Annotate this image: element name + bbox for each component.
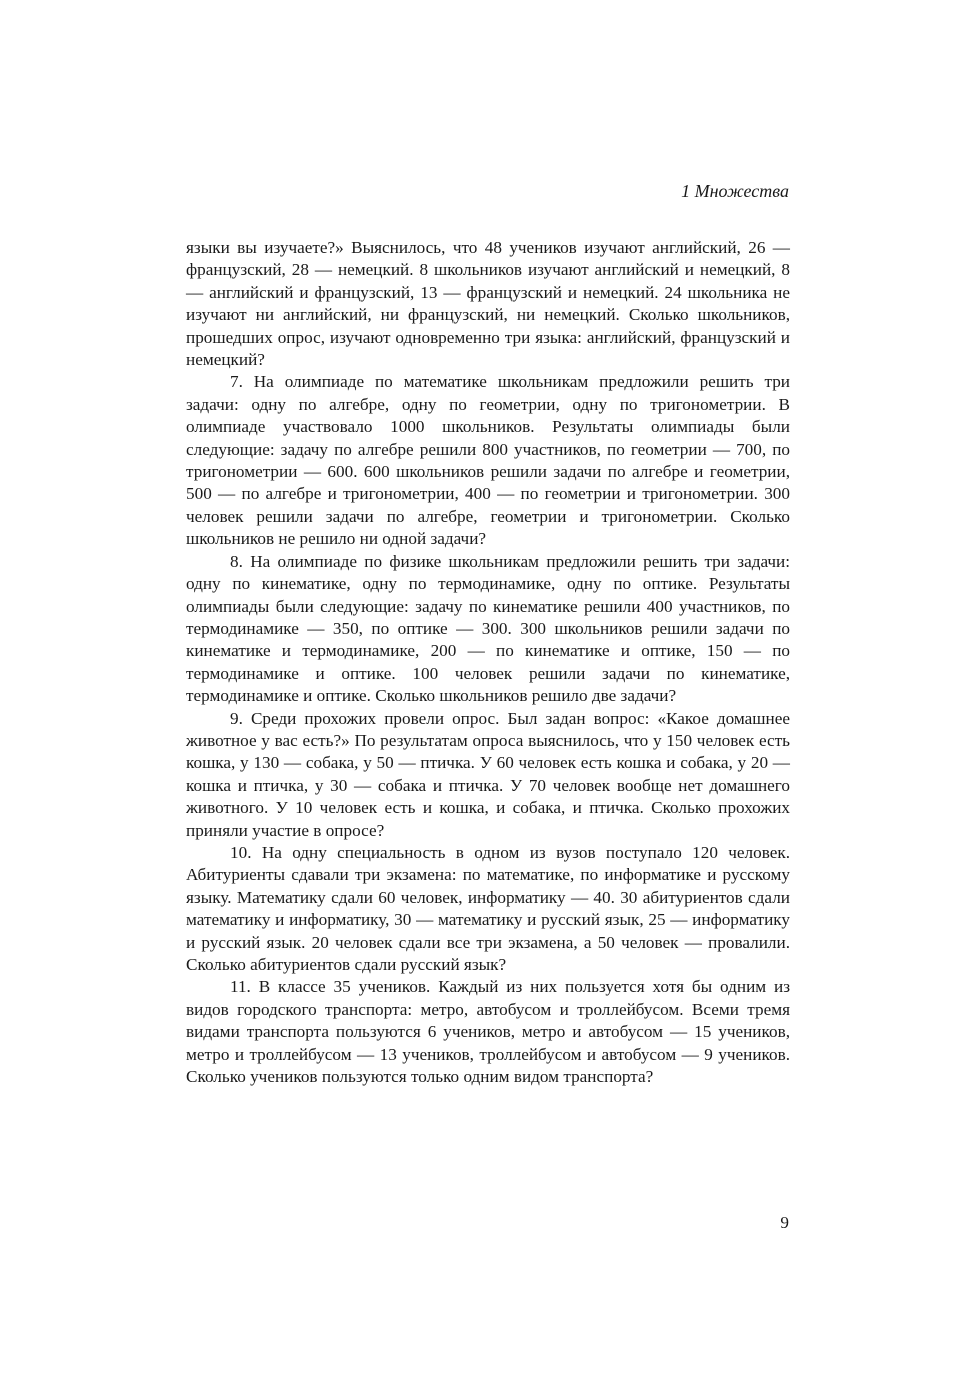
page-number: 9 <box>780 1213 789 1232</box>
paragraph-continued: языки вы изучаете?» Выяснилось, что 48 учеников изучают английский, 26 — французский, 28 — немецкий. 8 школьников изучают английский и немецкий, 8 — английский и французский, 13 — французский и немецкий. 24 школьника не изучают ни английский, ни французский, ни немецкий. Сколько школьников, прошедших опрос, изучают одновременно три языка: английский, французский и немецкий? <box>186 238 790 370</box>
problem-9: 9. Среди прохожих провели опрос. Был задан вопрос: «Какое домашнее животное у вас есть?» По результатам опроса выяснилось, что у 150 человек есть кошка, у 130 — собака, у 50 — птичка. У 60 человек есть кошка и собака, у 20 — кошка и птичка, у 30 — собака и птичка. У 70 человек вообще нет домашнего животного. У 10 человек есть и кошка, и собака, и птичка. Сколько прохожих приняли участие в опросе? <box>186 708 790 840</box>
problem-11: 11. В классе 35 учеников. Каждый из них пользуется хотя бы одним из видов городского транспорта: метро, автобусом и троллейбусом. Всеми тремя видами транспорта пользуются 6 учеников, метро и автобусом — 15 учеников, метро и троллейбусом — 13 учеников, троллейбусом и автобусом — 9 учеников. Сколько учеников пользуются только одним видом транспорта? <box>186 977 790 1087</box>
problem-8: 8. На олимпиаде по физике школьникам предложили решить три задачи: одну по кинематике, одну по термодинамике, одну по оптике. Результаты олимпиады были следующие: задачу по кинематике решили 400 участников, по термодинамике — 350, по оптике — 300. 300 школьников решили задачи по кинематике и термодинамике, 200 — по кинематике и оптике, 150 — по термодинамике и оптике. 100 человек решили задачи по кинематике, термодинамике и оптике. Сколько школьников решило две задачи? <box>186 551 790 706</box>
problem-7: 7. На олимпиаде по математике школьникам предложили решить три задачи: одну по алгебре, одну по геометрии, одну по тригонометрии. В олимпиаде участвовало 1000 школьников. Результаты олимпиады были следующие: задачу по алгебре решили 800 участников, по геометрии — 700, по тригонометрии — 600. 600 школьников решили задачи по алгебре и геометрии, 500 — по алгебре и тригонометрии, 400 — по геометрии и тригонометрии. 300 человек решили задачи по алгебре, геометрии и тригонометрии. Сколько школьников не решило ни одной задачи? <box>186 372 790 549</box>
text-body <box>186 237 790 1088</box>
problem-10: 10. На одну специальность в одном из вузов поступало 120 человек. Абитуриенты сдавали три экзамена: по математике, по информатике и русскому языку. Математику сдали 60 человек, информатику — 40. 30 абитуриентов сдали математику и информатику, 30 — математику и русский язык, 25 — информатику и русский язык. 20 человек сдали все три экзамена, а 50 человек — провалили. Сколько абитуриентов сдали русский язык? <box>186 842 790 974</box>
running-head: 1 Множества <box>681 181 789 201</box>
